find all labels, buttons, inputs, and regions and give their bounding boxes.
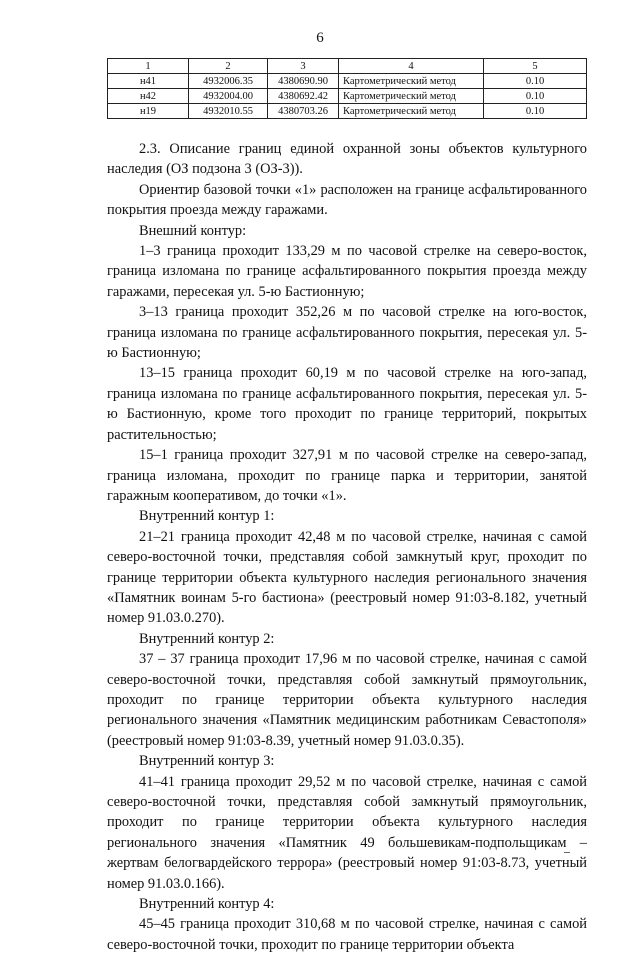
- table-cell: н19: [108, 104, 189, 119]
- table-cell: 4380690.90: [268, 74, 339, 89]
- paragraph: 3–13 граница проходит 352,26 м по часовой стрелке на юго-восток, граница изломана по границе асфальтированного покрытия, пересекая ул. 5-ю Бастионную;: [107, 304, 587, 362]
- table-cell: 0.10: [484, 104, 587, 119]
- table-row: [108, 74, 587, 89]
- table-header-cell: 3: [268, 59, 339, 74]
- contour-label: Внутренний контур 2:: [139, 630, 275, 647]
- table-cell: 4932006.35: [189, 74, 268, 89]
- table-header-cell: 5: [484, 59, 587, 74]
- page-number: 6: [316, 30, 324, 46]
- coordinates-table: [107, 58, 587, 119]
- table-cell: н42: [108, 89, 189, 104]
- table-header-cell: 4: [339, 59, 484, 74]
- table-header-row: [108, 59, 587, 74]
- paragraph: 37 – 37 граница проходит 17,96 м по часовой стрелке, начиная с самой северо-восточной точки, представляя собой замкнутый прямоугольник, проходит по границе территории объекта культурного наследия регионального значения «Памятник медицинским работникам Севастополя» (реестровый номер 91:03-8.39, учетный номер 91.03.0.35).: [107, 651, 587, 749]
- table-cell: 4932010.55: [189, 104, 268, 119]
- section-heading: 2.3. Описание границ единой охранной зоны объектов культурного наследия (ОЗ подзона 3 (ОЗ-3)).: [107, 141, 587, 178]
- table-cell: Картометрический метод: [339, 104, 484, 119]
- table-cell: 0.10: [484, 89, 587, 104]
- table-cell: 4380703.26: [268, 104, 339, 119]
- paragraph: 41–41 граница проходит 29,52 м по часовой стрелке, начиная с самой северо-восточной точки, представляя собой замкнутый прямоугольник, проходит по границе территории объекта культурного наследия регионального значения «Памятник 49 большевикам-подпольщикам – жертвам белогвардейского террора» (реестровый номер 91:03-8.73, учетный номер 91.03.0.166).: [107, 773, 587, 892]
- paragraph: 45–45 граница проходит 310,68 м по часовой стрелке, начиная с самой северо-восточной точки, проходит по границе территории объекта: [107, 916, 587, 953]
- paragraph: Ориентир базовой точки «1» расположен на границе асфальтированного покрытия проезда между гаражами.: [107, 181, 587, 219]
- table-cell: 0.10: [484, 74, 587, 89]
- contour-label: Внутренний контур 4:: [139, 896, 275, 913]
- table-cell: 4932004.00: [189, 89, 268, 104]
- table-row: [108, 89, 587, 104]
- contour-label: Внешний контур:: [139, 222, 247, 239]
- table-cell: 4380692.42: [268, 89, 339, 104]
- table-header-cell: 2: [189, 59, 268, 74]
- paragraph: 21–21 граница проходит 42,48 м по часовой стрелке, начиная с самой северо-восточной точки, представляя собой замкнутый круг, проходит по границе территории объекта культурного наследия регионального значения «Памятник воинам 5-го бастиона» (реестровый номер 91:03-8.182, учетный номер 91.03.0.270).: [107, 528, 587, 627]
- table-cell: н41: [108, 74, 189, 89]
- table-cell: Картометрический метод: [339, 74, 484, 89]
- table-cell: Картометрический метод: [339, 89, 484, 104]
- table-header-cell: 1: [108, 59, 189, 74]
- paragraph: 15–1 граница проходит 327,91 м по часовой стрелке на северо-запад, граница изломана, проходит по границе парка и территории, занятой гаражным кооперативом, до точки «1».: [107, 447, 587, 504]
- paragraph: 1–3 граница проходит 133,29 м по часовой стрелке на северо-восток, граница изломана по границе асфальтированного покрытия проезда между гаражами, пересекая ул. 5-ю Бастионную;: [107, 243, 587, 300]
- scan-mark: [564, 852, 570, 853]
- document-body: [107, 139, 587, 955]
- paragraph: 13–15 граница проходит 60,19 м по часовой стрелке на юго-запад, граница изломана по границе асфальтированного покрытия, пересекая ул. 5-ю Бастионную, кроме того проходит по границе территорий, покрытых растительностью;: [107, 365, 587, 443]
- table-row: [108, 104, 587, 119]
- contour-label: Внутренний контур 3:: [139, 753, 275, 770]
- contour-label: Внутренний контур 1:: [139, 508, 275, 525]
